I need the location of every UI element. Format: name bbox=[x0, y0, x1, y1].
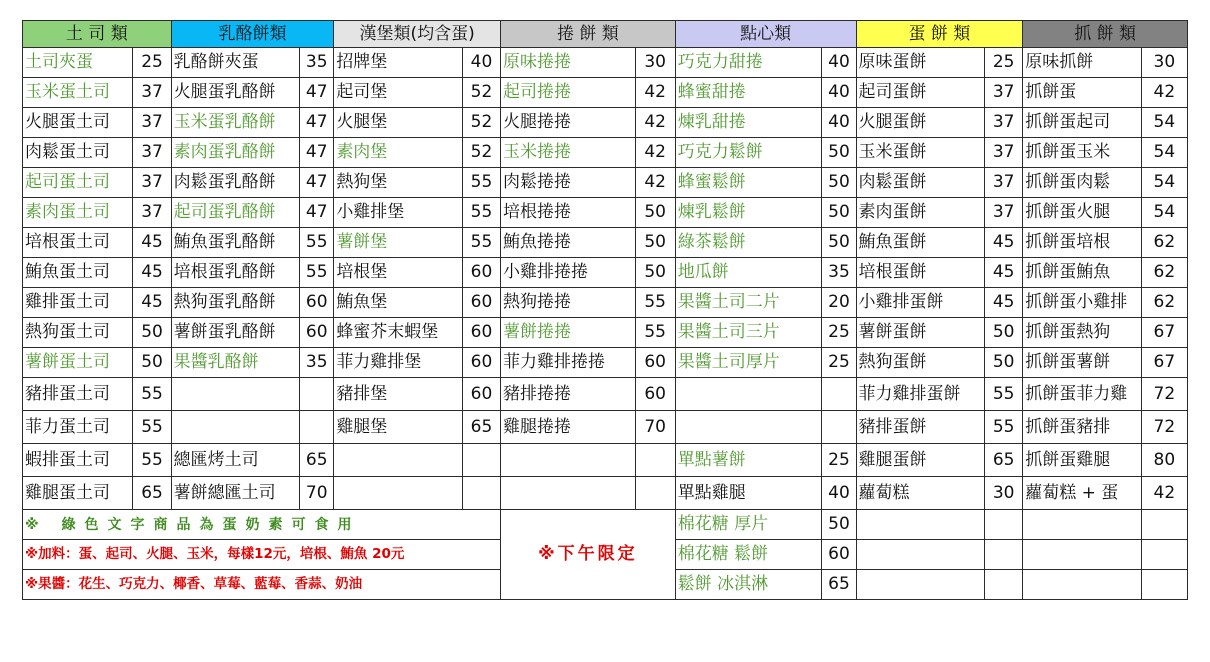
menu-item-price: 37 bbox=[985, 168, 1023, 198]
menu-item-price bbox=[300, 411, 334, 444]
menu-item-price: 55 bbox=[300, 258, 334, 288]
menu-item-price: 42 bbox=[1141, 477, 1187, 510]
menu-item-price bbox=[462, 444, 500, 477]
menu-item-name: 果醬土司三片 bbox=[675, 318, 822, 348]
category-burger: 漢堡類(均含蛋) bbox=[334, 21, 501, 48]
menu-item-price: 37 bbox=[985, 78, 1023, 108]
menu-item-price: 54 bbox=[1141, 108, 1187, 138]
menu-item-price: 40 bbox=[822, 108, 856, 138]
menu-item-name: 起司蛋餅 bbox=[856, 78, 985, 108]
menu-item-price: 47 bbox=[300, 138, 334, 168]
menu-item-name: 火腿捲捲 bbox=[501, 108, 636, 138]
menu-item-price: 65 bbox=[133, 477, 171, 510]
empty-cell bbox=[985, 540, 1023, 570]
menu-item-price: 20 bbox=[822, 288, 856, 318]
menu-item-name: 菲力蛋土司 bbox=[23, 411, 133, 444]
menu-item-name: 起司堡 bbox=[334, 78, 463, 108]
menu-item-name: 培根蛋土司 bbox=[23, 228, 133, 258]
menu-item-price: 35 bbox=[300, 48, 334, 78]
menu-item-price: 60 bbox=[822, 540, 856, 570]
menu-item-name: 薯餅總匯土司 bbox=[171, 477, 300, 510]
menu-item-price: 40 bbox=[822, 477, 856, 510]
menu-item-price: 35 bbox=[300, 348, 334, 378]
menu-item-name: 蜂蜜鬆餅 bbox=[675, 168, 822, 198]
menu-item-price: 60 bbox=[462, 318, 500, 348]
menu-item-price: 55 bbox=[635, 318, 675, 348]
menu-item-name: 棉花糖 厚片 bbox=[675, 510, 822, 540]
menu-item-price: 60 bbox=[462, 378, 500, 411]
menu-item-name bbox=[501, 444, 636, 477]
menu-item-name: 火腿蛋乳酪餅 bbox=[171, 78, 300, 108]
menu-item-name: 薯餅捲捲 bbox=[501, 318, 636, 348]
menu-item-price bbox=[822, 378, 856, 411]
menu-item-name: 雞腿堡 bbox=[334, 411, 463, 444]
menu-row bbox=[23, 477, 1188, 510]
menu-item-name bbox=[171, 411, 300, 444]
menu-item-price: 40 bbox=[822, 48, 856, 78]
menu-item-name: 抓餅蛋玉米 bbox=[1023, 138, 1142, 168]
menu-item-name: 抓餅蛋培根 bbox=[1023, 228, 1142, 258]
menu-item-price: 55 bbox=[133, 444, 171, 477]
menu-item-name: 抓餅蛋雞腿 bbox=[1023, 444, 1142, 477]
empty-cell bbox=[1023, 540, 1142, 570]
menu-item-price: 55 bbox=[133, 411, 171, 444]
menu-item-price: 37 bbox=[133, 78, 171, 108]
menu-item-price: 50 bbox=[822, 228, 856, 258]
menu-item-name bbox=[334, 444, 463, 477]
menu-item-price: 55 bbox=[985, 411, 1023, 444]
menu-item-price: 55 bbox=[462, 168, 500, 198]
menu-item-name: 小雞排蛋餅 bbox=[856, 288, 985, 318]
menu-item-name: 熱狗蛋土司 bbox=[23, 318, 133, 348]
category-roll: 捲 餅 類 bbox=[501, 21, 676, 48]
menu-item-price: 55 bbox=[133, 378, 171, 411]
category-crepe: 乳酪餅類 bbox=[171, 21, 334, 48]
menu-item-name: 抓餅蛋鮪魚 bbox=[1023, 258, 1142, 288]
menu-item-price: 37 bbox=[133, 138, 171, 168]
category-toast: 土 司 類 bbox=[23, 21, 172, 48]
menu-item-price: 40 bbox=[822, 78, 856, 108]
empty-cell bbox=[856, 570, 985, 600]
menu-item-price bbox=[635, 477, 675, 510]
menu-item-price: 60 bbox=[462, 288, 500, 318]
menu-item-name: 總匯烤土司 bbox=[171, 444, 300, 477]
menu-item-name: 玉米捲捲 bbox=[501, 138, 636, 168]
menu-item-name: 抓餅蛋薯餅 bbox=[1023, 348, 1142, 378]
menu-item-name: 玉米蛋餅 bbox=[856, 138, 985, 168]
afternoon-only-label: ※下午限定 bbox=[501, 510, 676, 600]
menu-item-name: 豬排蛋土司 bbox=[23, 378, 133, 411]
menu-item-price: 50 bbox=[133, 318, 171, 348]
empty-cell bbox=[856, 540, 985, 570]
menu-row bbox=[23, 411, 1188, 444]
menu-item-name: 素肉蛋乳酪餅 bbox=[171, 138, 300, 168]
empty-cell bbox=[1023, 510, 1142, 540]
menu-item-price: 42 bbox=[635, 168, 675, 198]
menu-item-price: 60 bbox=[635, 348, 675, 378]
menu-item-name: 鮪魚堡 bbox=[334, 288, 463, 318]
menu-row bbox=[23, 378, 1188, 411]
menu-item-price: 35 bbox=[822, 258, 856, 288]
menu-item-price: 45 bbox=[985, 258, 1023, 288]
empty-cell bbox=[856, 510, 985, 540]
menu-item-name: 小雞排捲捲 bbox=[501, 258, 636, 288]
menu-item-name: 原味抓餅 bbox=[1023, 48, 1142, 78]
menu-item-name: 抓餅蛋熱狗 bbox=[1023, 318, 1142, 348]
menu-item-name: 肉鬆蛋乳酪餅 bbox=[171, 168, 300, 198]
empty-cell bbox=[1141, 510, 1187, 540]
menu-item-price: 25 bbox=[822, 348, 856, 378]
menu-item-name: 素肉蛋餅 bbox=[856, 198, 985, 228]
menu-item-name: 抓餅蛋菲力雞 bbox=[1023, 378, 1142, 411]
menu-row bbox=[23, 138, 1188, 168]
menu-item-price: 55 bbox=[635, 288, 675, 318]
menu-item-price: 45 bbox=[133, 288, 171, 318]
menu-item-name: 起司蛋土司 bbox=[23, 168, 133, 198]
menu-item-name: 豬排蛋餅 bbox=[856, 411, 985, 444]
menu-item-name: 雞排蛋土司 bbox=[23, 288, 133, 318]
menu-item-name: 抓餅蛋小雞排 bbox=[1023, 288, 1142, 318]
menu-item-price: 54 bbox=[1141, 138, 1187, 168]
menu-item-name: 肉鬆蛋土司 bbox=[23, 138, 133, 168]
menu-item-price: 50 bbox=[133, 348, 171, 378]
jam-options-note: ※果醬：花生、巧克力、椰香、草莓、藍莓、香蒜、奶油 bbox=[23, 570, 501, 600]
menu-item-name: 抓餅蛋火腿 bbox=[1023, 198, 1142, 228]
menu-item-price: 50 bbox=[822, 198, 856, 228]
menu-item-price: 70 bbox=[300, 477, 334, 510]
menu-item-price: 45 bbox=[133, 228, 171, 258]
menu-item-price: 67 bbox=[1141, 318, 1187, 348]
menu-item-name: 抓餅蛋 bbox=[1023, 78, 1142, 108]
menu-row bbox=[23, 48, 1188, 78]
menu-item-price: 52 bbox=[462, 108, 500, 138]
menu-item-name: 果醬乳酪餅 bbox=[171, 348, 300, 378]
menu-item-name: 熱狗蛋乳酪餅 bbox=[171, 288, 300, 318]
menu-item-price: 30 bbox=[635, 48, 675, 78]
menu-item-price: 30 bbox=[985, 477, 1023, 510]
menu-item-price: 45 bbox=[985, 288, 1023, 318]
menu-item-name: 薯餅蛋土司 bbox=[23, 348, 133, 378]
menu-item-name: 起司捲捲 bbox=[501, 78, 636, 108]
menu-item-price: 70 bbox=[635, 411, 675, 444]
menu-item-name: 薯餅蛋餅 bbox=[856, 318, 985, 348]
empty-cell bbox=[985, 570, 1023, 600]
menu-item-name: 菲力雞排堡 bbox=[334, 348, 463, 378]
menu-item-price bbox=[822, 411, 856, 444]
menu-item-name: 鮪魚蛋乳酪餅 bbox=[171, 228, 300, 258]
menu-item-name: 豬排堡 bbox=[334, 378, 463, 411]
menu-item-price: 50 bbox=[822, 168, 856, 198]
menu-item-price: 67 bbox=[1141, 348, 1187, 378]
menu-item-name: 抓餅蛋起司 bbox=[1023, 108, 1142, 138]
menu-item-price: 37 bbox=[985, 108, 1023, 138]
menu-item-name: 熱狗蛋餅 bbox=[856, 348, 985, 378]
menu-table bbox=[22, 20, 1188, 600]
menu-item-price: 47 bbox=[300, 168, 334, 198]
menu-item-price: 72 bbox=[1141, 411, 1187, 444]
menu-item-name: 雞腿捲捲 bbox=[501, 411, 636, 444]
menu-item-name: 玉米蛋乳酪餅 bbox=[171, 108, 300, 138]
menu-item-name: 培根蛋乳酪餅 bbox=[171, 258, 300, 288]
menu-item-price: 40 bbox=[462, 48, 500, 78]
menu-row bbox=[23, 258, 1188, 288]
menu-item-price: 52 bbox=[462, 78, 500, 108]
menu-item-name: 果醬土司厚片 bbox=[675, 348, 822, 378]
menu-item-name: 火腿蛋餅 bbox=[856, 108, 985, 138]
menu-item-price: 60 bbox=[462, 258, 500, 288]
menu-item-price: 65 bbox=[300, 444, 334, 477]
empty-cell bbox=[1141, 540, 1187, 570]
menu-item-price: 55 bbox=[462, 228, 500, 258]
menu-item-name: 肉鬆蛋餅 bbox=[856, 168, 985, 198]
note-row bbox=[23, 510, 1188, 540]
menu-item-name: 原味捲捲 bbox=[501, 48, 636, 78]
menu-item-name: 菲力雞排蛋餅 bbox=[856, 378, 985, 411]
menu-item-price: 60 bbox=[635, 378, 675, 411]
menu-item-price: 62 bbox=[1141, 258, 1187, 288]
menu-item-name: 熱狗捲捲 bbox=[501, 288, 636, 318]
menu-item-price: 47 bbox=[300, 108, 334, 138]
menu-item-price: 60 bbox=[462, 348, 500, 378]
empty-cell bbox=[1023, 570, 1142, 600]
menu-item-price: 25 bbox=[133, 48, 171, 78]
menu-item-name: 地瓜餅 bbox=[675, 258, 822, 288]
menu-item-price: 25 bbox=[822, 318, 856, 348]
menu-item-price bbox=[635, 444, 675, 477]
menu-item-price: 42 bbox=[635, 108, 675, 138]
empty-cell bbox=[1141, 570, 1187, 600]
menu-item-price: 30 bbox=[1141, 48, 1187, 78]
menu-item-name: 蜂蜜甜捲 bbox=[675, 78, 822, 108]
menu-item-price: 60 bbox=[300, 288, 334, 318]
menu-item-price: 65 bbox=[822, 570, 856, 600]
menu-item-price: 55 bbox=[300, 228, 334, 258]
menu-item-price: 25 bbox=[985, 48, 1023, 78]
category-dessert: 點心類 bbox=[675, 21, 856, 48]
menu-item-name: 素肉蛋土司 bbox=[23, 198, 133, 228]
menu-item-name: 巧克力甜捲 bbox=[675, 48, 822, 78]
menu-item-name: 煉乳鬆餅 bbox=[675, 198, 822, 228]
menu-item-price: 45 bbox=[985, 228, 1023, 258]
category-egg: 蛋 餅 類 bbox=[856, 21, 1023, 48]
menu-item-name: 土司夾蛋 bbox=[23, 48, 133, 78]
menu-item-price: 50 bbox=[985, 318, 1023, 348]
menu-item-price bbox=[300, 378, 334, 411]
menu-item-price: 60 bbox=[300, 318, 334, 348]
menu-item-price: 42 bbox=[635, 78, 675, 108]
menu-item-name: 小雞排堡 bbox=[334, 198, 463, 228]
menu-item-price: 50 bbox=[822, 138, 856, 168]
menu-item-price: 50 bbox=[635, 228, 675, 258]
menu-item-name: 熱狗堡 bbox=[334, 168, 463, 198]
menu-item-name: 培根蛋餅 bbox=[856, 258, 985, 288]
menu-item-name: 培根捲捲 bbox=[501, 198, 636, 228]
menu-item-price: 54 bbox=[1141, 198, 1187, 228]
menu-item-price: 37 bbox=[133, 168, 171, 198]
menu-item-name: 菲力雞排捲捲 bbox=[501, 348, 636, 378]
menu-item-price: 25 bbox=[822, 444, 856, 477]
menu-item-name: 果醬土司二片 bbox=[675, 288, 822, 318]
menu-item-price: 47 bbox=[300, 198, 334, 228]
menu-item-name: 煉乳甜捲 bbox=[675, 108, 822, 138]
menu-item-price: 42 bbox=[635, 138, 675, 168]
menu-item-price: 62 bbox=[1141, 288, 1187, 318]
menu-row bbox=[23, 444, 1188, 477]
menu-item-name: 抓餅蛋豬排 bbox=[1023, 411, 1142, 444]
menu-item-price: 50 bbox=[822, 510, 856, 540]
menu-item-price: 50 bbox=[635, 258, 675, 288]
add-on-note: ※加料：蛋、起司、火腿、玉米，每樣12元，培根、鮪魚 20元 bbox=[23, 540, 501, 570]
menu-item-price: 52 bbox=[462, 138, 500, 168]
menu-item-name bbox=[675, 378, 822, 411]
menu-item-name: 綠茶鬆餅 bbox=[675, 228, 822, 258]
menu-item-name: 薯餅蛋乳酪餅 bbox=[171, 318, 300, 348]
menu-item-price: 37 bbox=[985, 198, 1023, 228]
menu-item-name: 火腿堡 bbox=[334, 108, 463, 138]
menu-item-name: 雞腿蛋餅 bbox=[856, 444, 985, 477]
menu-item-name: 招牌堡 bbox=[334, 48, 463, 78]
menu-item-price: 72 bbox=[1141, 378, 1187, 411]
category-flaky: 抓 餅 類 bbox=[1023, 21, 1188, 48]
menu-item-name: 鬆餅 冰淇淋 bbox=[675, 570, 822, 600]
menu-item-name: 抓餅蛋肉鬆 bbox=[1023, 168, 1142, 198]
menu-item-price: 37 bbox=[985, 138, 1023, 168]
menu-item-price: 50 bbox=[985, 348, 1023, 378]
menu-row bbox=[23, 108, 1188, 138]
menu-item-name: 起司蛋乳酪餅 bbox=[171, 198, 300, 228]
menu-item-name: 單點雞腿 bbox=[675, 477, 822, 510]
menu-row bbox=[23, 288, 1188, 318]
menu-item-name: 單點薯餅 bbox=[675, 444, 822, 477]
menu-item-name: 蘿蔔糕 bbox=[856, 477, 985, 510]
menu-row bbox=[23, 168, 1188, 198]
menu-item-name: 肉鬆捲捲 bbox=[501, 168, 636, 198]
menu-item-name bbox=[501, 477, 636, 510]
menu-item-name: 蜂蜜芥末蝦堡 bbox=[334, 318, 463, 348]
menu-item-name bbox=[675, 411, 822, 444]
menu-item-name: 素肉堡 bbox=[334, 138, 463, 168]
category-header-row bbox=[23, 21, 1188, 48]
menu-item-name: 原味蛋餅 bbox=[856, 48, 985, 78]
menu-item-name: 乳酪餅夾蛋 bbox=[171, 48, 300, 78]
menu-item-price: 62 bbox=[1141, 228, 1187, 258]
menu-row bbox=[23, 228, 1188, 258]
menu-item-name: 培根堡 bbox=[334, 258, 463, 288]
menu-item-price: 55 bbox=[462, 198, 500, 228]
menu-item-price: 42 bbox=[1141, 78, 1187, 108]
menu-item-price: 47 bbox=[300, 78, 334, 108]
menu-item-name: 蝦排蛋土司 bbox=[23, 444, 133, 477]
menu-item-name: 棉花糖 鬆餅 bbox=[675, 540, 822, 570]
menu-item-name: 鮪魚捲捲 bbox=[501, 228, 636, 258]
menu-row bbox=[23, 198, 1188, 228]
menu-item-name: 薯餅堡 bbox=[334, 228, 463, 258]
menu-item-price: 54 bbox=[1141, 168, 1187, 198]
menu-item-name: 豬排捲捲 bbox=[501, 378, 636, 411]
menu-item-price: 65 bbox=[462, 411, 500, 444]
menu-item-price: 55 bbox=[985, 378, 1023, 411]
menu-item-name: 巧克力鬆餅 bbox=[675, 138, 822, 168]
menu-item-price: 37 bbox=[133, 198, 171, 228]
menu-item-price: 65 bbox=[985, 444, 1023, 477]
menu-item-name: 鮪魚蛋土司 bbox=[23, 258, 133, 288]
menu-row bbox=[23, 78, 1188, 108]
vegetarian-note: ※ 綠色文字商品為蛋奶素可食用 bbox=[23, 510, 501, 540]
empty-cell bbox=[985, 510, 1023, 540]
menu-item-name bbox=[334, 477, 463, 510]
menu-row bbox=[23, 318, 1188, 348]
menu-item-name: 蘿蔔糕 + 蛋 bbox=[1023, 477, 1142, 510]
menu-item-name bbox=[171, 378, 300, 411]
menu-item-name: 玉米蛋土司 bbox=[23, 78, 133, 108]
menu-row bbox=[23, 348, 1188, 378]
menu-board bbox=[22, 20, 1188, 600]
menu-item-price: 50 bbox=[635, 198, 675, 228]
menu-item-price: 37 bbox=[133, 108, 171, 138]
menu-item-price: 45 bbox=[133, 258, 171, 288]
menu-item-name: 鮪魚蛋餅 bbox=[856, 228, 985, 258]
menu-item-price: 80 bbox=[1141, 444, 1187, 477]
menu-item-price bbox=[462, 477, 500, 510]
menu-item-name: 雞腿蛋土司 bbox=[23, 477, 133, 510]
menu-item-name: 火腿蛋土司 bbox=[23, 108, 133, 138]
